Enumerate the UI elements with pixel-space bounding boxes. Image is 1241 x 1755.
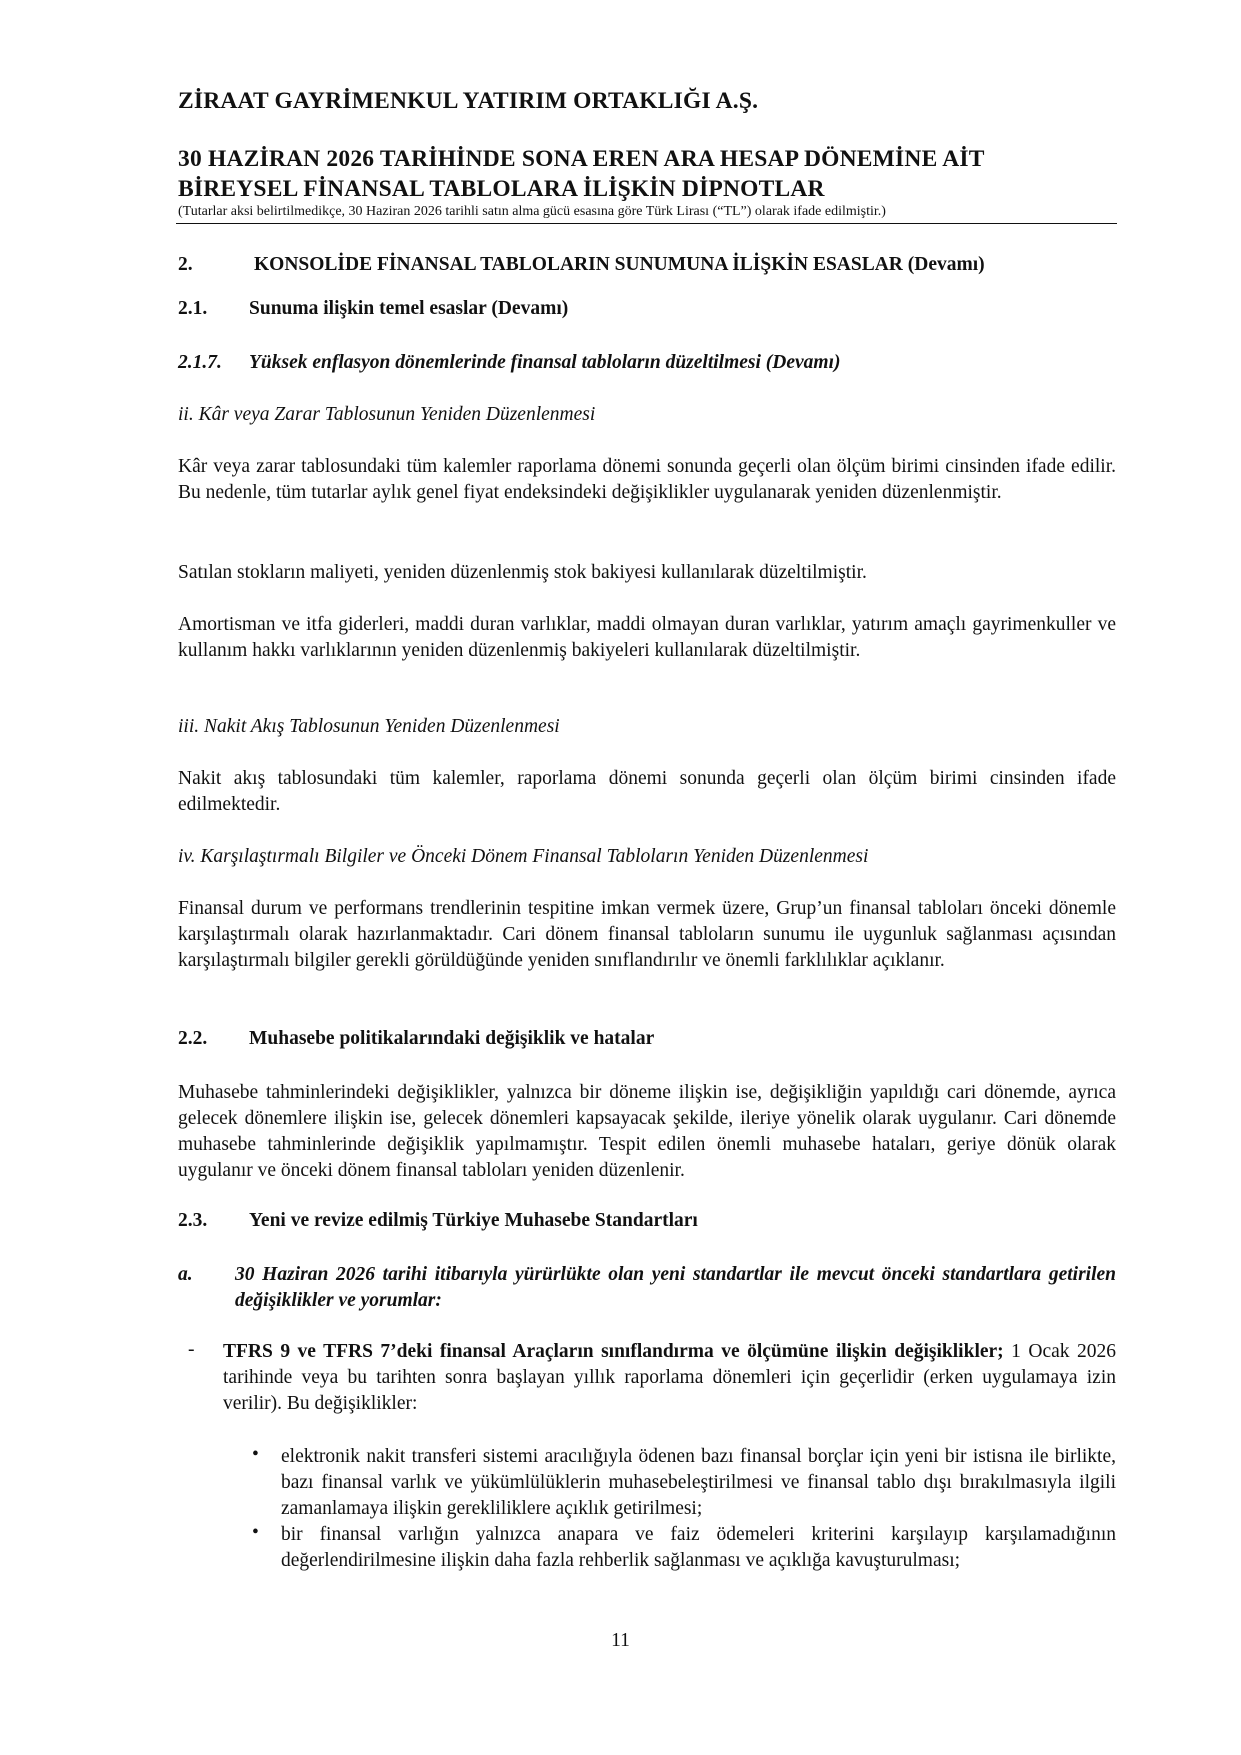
section-2-1-7-number: 2.1.7. [178, 352, 222, 373]
subsection-ii-paragraph-3: Amortisman ve itfa giderleri, maddi duran varlıklar, maddi olmayan duran varlıklar, yatırım amaçlı gayrimenkuller ve kullanım hakkı varlıklarının yeniden düzenlenmiş bakiyeleri kullanılarak düzeltilmiştir. [178, 614, 1116, 661]
item-a [178, 1262, 1116, 1314]
subsection-ii-title: ii. Kâr veya Zarar Tablosunun Yeniden Düzenlenmesi [178, 404, 596, 425]
section-2-heading [178, 254, 1116, 280]
section-2-2-title: Muhasebe politikalarındaki değişiklik ve hatalar [249, 1028, 655, 1049]
tfrs-bold-lead: TFRS 9 ve TFRS 7’deki finansal Araçların sınıflandırma ve ölçümüne ilişkin değişiklikler; [223, 1341, 1004, 1362]
section-2-1-title: Sunuma ilişkin temel esaslar (Devamı) [249, 298, 569, 319]
item-a-text: 30 Haziran 2026 tarihi itibarıyla yürürlükte olan yeni standartlar ile mevcut önceki standartlara getirilen değişiklikler ve yorumlar: [235, 1264, 1116, 1311]
company-name: ZİRAAT GAYRİMENKUL YATIRIM ORTAKLIĞI A.Ş. [178, 88, 759, 114]
bullet-1-symbol: • [252, 1444, 259, 1465]
bullet-2-text: bir finansal varlığın yalnızca anapara ve faiz ödemeleri kriterini karşılayıp karşılamadığının değerlendirilmesine ilişkin daha fazla rehberlik sağlanması ve açıklığa kavuşturulması; [281, 1524, 1116, 1571]
tfrs-text: 1 Ocak 2026 tarihinde veya bu tarihten sonra başlayan yıllık raporlama dönemleri için geçerlidir (erken uygulamaya izin verilir). Bu değişiklikler: [223, 1341, 1116, 1414]
report-title-line-2: BİREYSEL FİNANSAL TABLOLARA İLİŞKİN DİPNOTLAR [178, 176, 825, 202]
subsection-ii-paragraph-2: Satılan stokların maliyeti, yeniden düzenlenmiş stok bakiyesi kullanılarak düzeltilmiştir. [178, 562, 867, 583]
subsection-iv-title: iv. Karşılaştırmalı Bilgiler ve Önceki Dönem Finansal Tabloların Yeniden Düzenlenmesi [178, 846, 869, 867]
subsection-iii-paragraph-1: Nakit akış tablosundaki tüm kalemler, raporlama dönemi sonunda geçerli olan ölçüm birimi cinsinden ifade edilmektedir. [178, 768, 1116, 815]
subsection-ii-paragraph-1: Kâr veya zarar tablosundaki tüm kalemler raporlama dönemi sonunda geçerli olan ölçüm birimi cinsinden ifade edilir. Bu nedenle, tüm tutarlar aylık genel fiyat endeksindeki değişiklikler uygulanarak yeniden düzenlenmiştir. [178, 456, 1116, 503]
subsection-iii-title: iii. Nakit Akış Tablosunun Yeniden Düzenlenmesi [178, 716, 560, 737]
section-2-1-7-heading [178, 352, 1116, 378]
tfrs-dash: - [188, 1339, 195, 1360]
section-2-3-title: Yeni ve revize edilmiş Türkiye Muhasebe Standartları [249, 1210, 698, 1231]
section-2-2-paragraph-1: Muhasebe tahminlerindeki değişiklikler, yalnızca bir döneme ilişkin ise, değişikliğin yapıldığı cari dönemde, ayrıca gelecek dönemlere ilişkin ise, gelecek dönemleri kapsayacak şekilde, ileriye yönelik olarak uygulanır. Cari dönemde muhasebe tahminlerinde değişiklik yapılmamıştır. Tespit edilen önemli muhasebe hataları, geriye dönük olarak uygulanır ve önceki dönem finansal tabloları yeniden düzenlenir. [178, 1082, 1116, 1181]
bullet-1-text: elektronik nakit transferi sistemi aracılığıyla ödenen bazı finansal borçlar için yeni bir istisna ile birlikte, bazı finansal varlık ve yükümlülüklerin muhasebeleştirilmesi ve finansal tablo dışı bırakılmasıyla ilgili zamanlamaya ilişkin gerekliliklere açıklık getirilmesi; [281, 1446, 1116, 1519]
section-2-1-number: 2.1. [178, 298, 208, 319]
item-a-label: a. [178, 1264, 193, 1285]
page-number: 11 [611, 1630, 630, 1651]
section-2-title: KONSOLİDE FİNANSAL TABLOLARIN SUNUMUNA İLİŞKİN ESASLAR (Devamı) [254, 254, 985, 275]
section-2-3-heading [178, 1210, 1116, 1236]
bullet-2-symbol: • [252, 1522, 259, 1543]
section-2-2-heading [178, 1028, 1116, 1054]
header-divider [176, 223, 1117, 224]
subsection-iv-paragraph-1: Finansal durum ve performans trendlerinin tespitine imkan vermek üzere, Grup’un finansal tabloları önceki dönemle karşılaştırmalı olarak hazırlanmaktadır. Cari dönem finansal tabloların sunumu ile uygunluk sağlanması açısından karşılaştırmalı bilgiler gerekli görüldüğünde yeniden sınıflandırılır ve önemli farklılıklar açıklanır. [178, 898, 1116, 971]
report-title-line-1: 30 HAZİRAN 2026 TARİHİNDE SONA EREN ARA HESAP DÖNEMİNE AİT [178, 146, 985, 172]
report-subtitle: (Tutarlar aksi belirtilmedikçe, 30 Haziran 2026 tarihli satın alma gücü esasına göre Türk Lirası (“TL”) olarak ifade edilmiştir.) [178, 204, 886, 219]
section-2-number: 2. [178, 254, 193, 275]
section-2-1-heading [178, 298, 1116, 324]
section-2-2-number: 2.2. [178, 1028, 208, 1049]
tfrs-paragraph [223, 1339, 1116, 1417]
section-2-3-number: 2.3. [178, 1210, 208, 1231]
section-2-1-7-title: Yüksek enflasyon dönemlerinde finansal tabloların düzeltilmesi (Devamı) [249, 352, 841, 373]
